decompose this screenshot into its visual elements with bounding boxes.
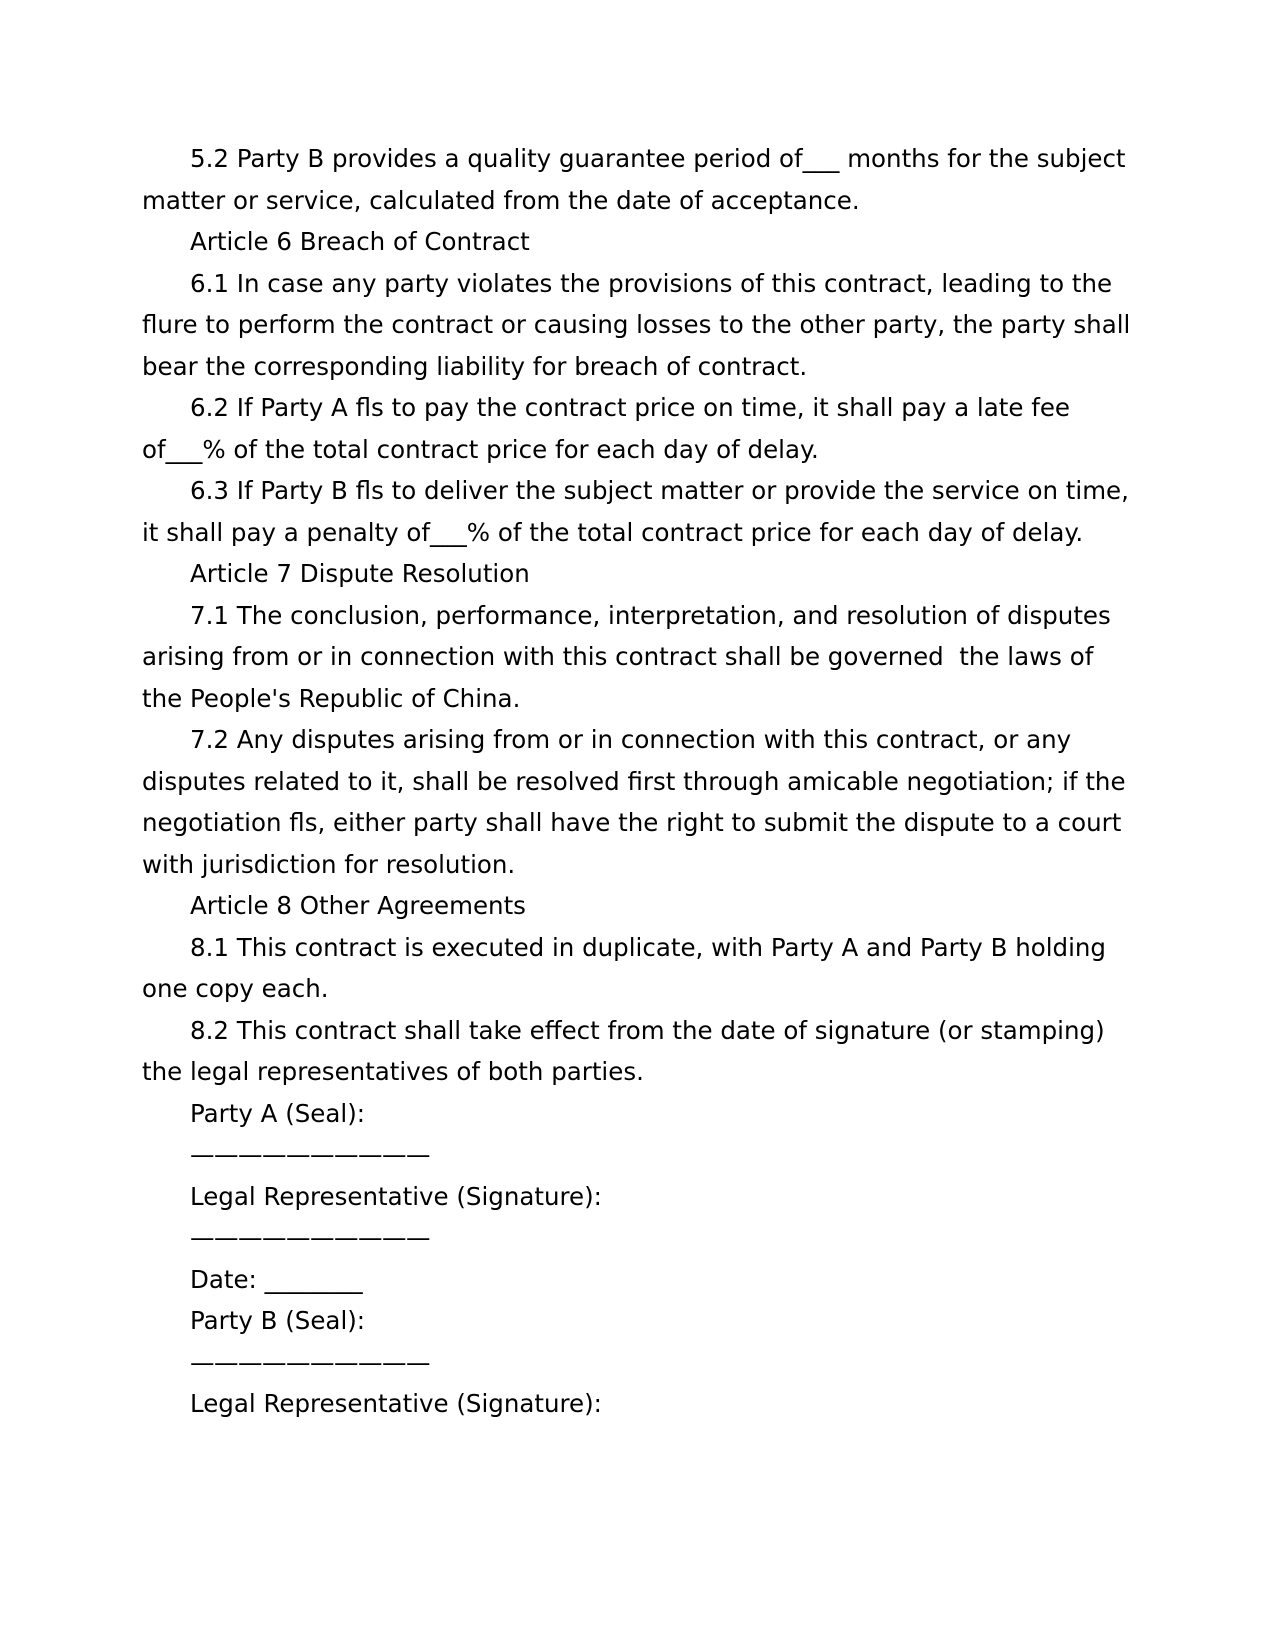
paragraph-6-1: 6.1 In case any party violates the provisions of this contract, leading to the flure to perform the contract or causing losses to the other party, the party shall bear the corresponding liability for breach of contract. [142, 268, 1139, 381]
paragraph-6-3: 6.3 If Party B fls to deliver the subject matter or provide the service on time, it shall pay a penalty of___% of the total contract price for each day of delay. [142, 476, 1137, 547]
party-a-legal-rep-line: —————————— [190, 1223, 430, 1252]
party-b-seal-line: —————————— [190, 1347, 430, 1377]
party-b-legal-rep-label: Legal Representative (Signature): [190, 1389, 602, 1418]
document-body [142, 138, 1139, 1425]
party-b-seal-label: Party B (Seal): [190, 1306, 366, 1335]
paragraph-5-2: 5.2 Party B provides a quality guarantee period of___ months for the subject matter or service, calculated from the date of acceptance. [142, 144, 1134, 215]
paragraph-7-1: 7.1 The conclusion, performance, interpretation, and resolution of disputes arising from or in connection with this contract shall be governed the laws of the People's Republic of China. [142, 600, 1119, 713]
party-a-date-field: Date: ________ [190, 1264, 363, 1294]
party-a-seal-label: Party A (Seal): [190, 1098, 366, 1128]
paragraph-6-2: 6.2 If Party A fls to pay the contract price on time, it shall pay a late fee of___% of the total contract price for each day of delay. [142, 393, 1078, 464]
party-a-seal-line: —————————— [190, 1140, 430, 1169]
paragraph-8-2: 8.2 This contract shall take effect from the date of signature (or stamping) the legal representatives of both parties. [142, 1015, 1113, 1086]
paragraph-7-2: 7.2 Any disputes arising from or in connection with this contract, or any disputes related to it, shall be resolved first through amicable negotiation; if the negotiation fls, either party shall have the right to submit the dispute to a court with jurisdiction for resolution. [142, 725, 1134, 879]
heading-article-8: Article 8 Other Agreements [190, 891, 526, 920]
paragraph-8-1: 8.1 This contract is executed in duplicate, with Party A and Party B holding one copy each. [142, 932, 1114, 1003]
heading-article-6: Article 6 Breach of Contract [190, 227, 530, 256]
party-a-legal-rep-label: Legal Representative (Signature): [190, 1181, 602, 1211]
heading-article-7: Article 7 Dispute Resolution [190, 559, 530, 588]
